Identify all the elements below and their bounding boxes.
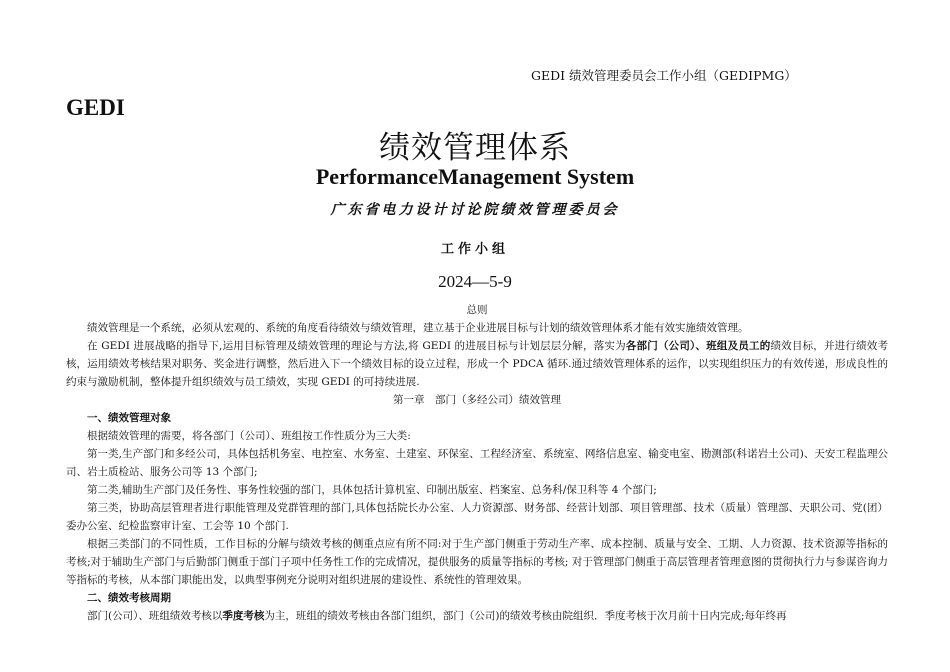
- organization-subtitle: 工作小组: [440, 242, 509, 257]
- paragraph: 第二类,辅助生产部门及任务性、事务性较强的部门，具体包括计算机室、印制出版室、档案室、总务科/保卫科等 4 个部门;: [87, 484, 657, 496]
- chapter-heading: 第一章 部门（多经公司）绩效管理: [393, 394, 561, 406]
- paragraph: 根据绩效管理的需要，将各部门（公司）、班组按工作性质分为三大类:: [87, 430, 411, 442]
- section-heading: 一、绩效管理对象: [87, 412, 171, 424]
- document-title-cn: 绩效管理体系: [379, 130, 571, 166]
- paragraph: [66, 607, 888, 625]
- general-heading: 总则: [466, 304, 488, 316]
- document-title-en: PerformanceManagement System: [315, 164, 635, 189]
- emphasis-text: 季度考核: [222, 610, 265, 622]
- section-heading: 二、绩效考核周期: [87, 592, 171, 604]
- text-run: 部门(公司）、班组绩效考核以: [87, 610, 223, 622]
- text-run: 绩效目标，并进行绩效考核，运用绩效考核结果对职务、奖金进行调整，然后进入下一个绩效目标的设立过程，形成一个 PDCA 循环.通过绩效管理体系的运作，以实现组织压力的有效传递，形成良性的约束与激励机制，整体提升组织绩效与员工绩效，实现 GEDI 的可持续进展.: [66, 340, 889, 388]
- header-note: GEDI 绩效管理委员会工作小组（GEDIPMG）: [531, 68, 797, 83]
- paragraph: 第三类，协助高层管理者进行职能管理及党群管理的部门,具体包括院长办公室、人力资源部、财务部、经营计划部、项目管理部、技术（质量）管理部、天职公司、党(团）委办公室、纪检监察审计室、工会等 10 个部门.: [66, 502, 888, 532]
- text-run: 在 GEDI 进展战略的指导下,运用目标管理及绩效管理的理论与方法,将 GEDI 的进展目标与计划层层分解，落实为: [87, 340, 626, 352]
- gedi-logo: GEDI: [66, 95, 125, 120]
- paragraph: 绩效管理是一个系统，必须从宏观的、系统的角度看待绩效与绩效管理，建立基于企业进展目标与计划的绩效管理体系才能有效实施绩效管理。: [87, 322, 749, 334]
- paragraph: 第一类,生产部门和多经公司，具体包括机务室、电控室、水务室、土建室、环保室、工程经济室、系统室、网络信息室、输变电室、勘测部(科诺岩土公司)、天安工程监理公司、岩土质检站、服务公司等 13 个部门;: [66, 448, 888, 478]
- document-body: [66, 301, 888, 625]
- paragraph: [66, 337, 888, 391]
- document-date: 2024—5-9: [438, 272, 512, 291]
- organization-name: 广东省电力设计讨论院绩效管理委员会: [330, 202, 620, 218]
- text-run: 为主，班组的绩效考核由各部门组织，部门（公司)的绩效考核由院组织．季度考核于次月前十日内完成;每年终再: [264, 610, 787, 622]
- emphasis-text: 各部门（公司）、班组及员工的: [625, 340, 771, 352]
- paragraph: 根据三类部门的不同性质，工作目标的分解与绩效考核的侧重点应有所不同:对于生产部门侧重于劳动生产率、成本控制、质量与安全、工期、人力资源、技术资源等指标的考核;对于辅助生产部门与后勤部门侧重于部门子项中任务性工作的完成情况，提供服务的质量等指标的考核; 对于管理部门侧重于高层管理者管理意图的贯彻执行力与参谋咨询力等指标的考核，从本部门职能出发，以典型事例充分说明对组织进展的建设性、系统性的管理效果。: [66, 538, 888, 586]
